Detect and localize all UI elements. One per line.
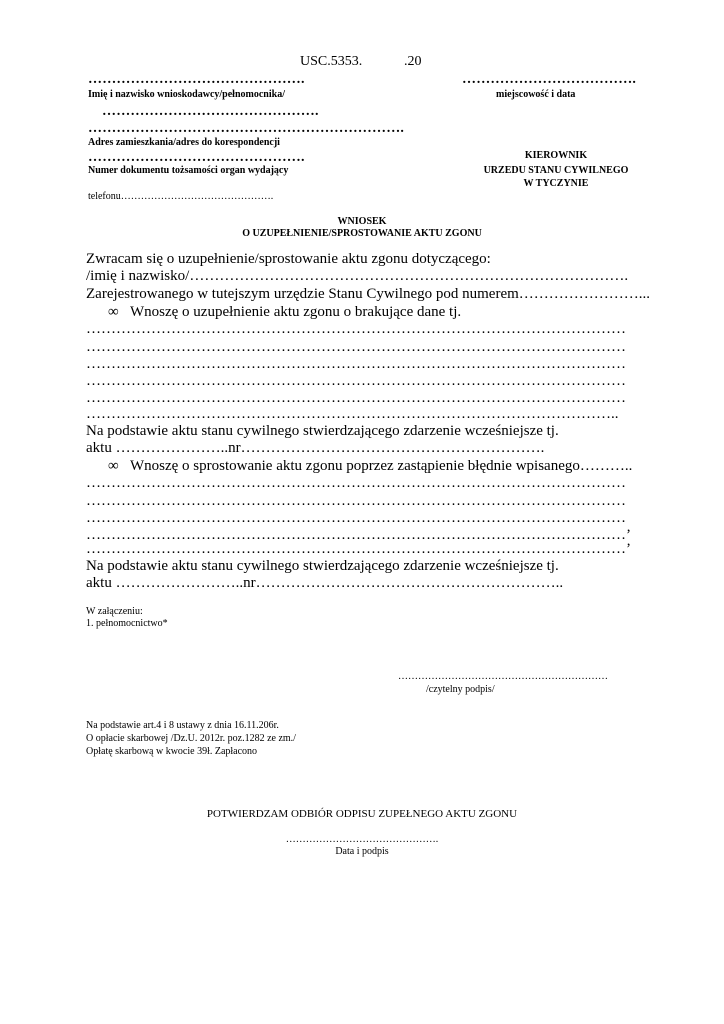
case-number: USC.5353.: [300, 54, 363, 69]
option-supplement-text: Wnoszę o uzupełnienie aktu zgonu o brakujące dane tj.: [130, 304, 462, 320]
place-date-dots: ……………………………….: [462, 72, 637, 87]
attachments-label: W załączeniu:: [86, 606, 143, 617]
act-number-line-2: aktu ……………………..nr……………………………………………………..: [86, 575, 564, 591]
title-line-2: O UZUPEŁNIENIE/SPROSTOWANIE AKTU ZGONU: [242, 228, 482, 239]
recipient-line-2: URZEDU STANU CYWILNEGO: [483, 165, 629, 176]
id-document-dots: ……………………………………….: [88, 150, 305, 165]
confirmation-label: Data i podpis: [335, 846, 389, 857]
basis-text-2: Na podstawie aktu stanu cywilnego stwierdzającego zdarzenie wcześniejsze tj.: [86, 558, 559, 574]
id-document-label: Numer dokumentu tożsamości organ wydający: [88, 165, 289, 176]
dotted-line-1: ………………………………………………………………………………………………: [86, 321, 626, 337]
applicant-name-dots-2: ……………………………………….: [102, 104, 319, 119]
dotted-line-6: ……………………………………………………………………………………………..: [86, 406, 619, 422]
option-correction-text: Wnoszę o sprostowanie aktu zgonu poprzez zastąpienie błędnie wpisanego………..: [130, 458, 633, 474]
confirmation-dots: ……………………………………….: [285, 834, 439, 845]
phone-line: telefonu……………………………………….: [88, 191, 274, 202]
confirmation-text: POTWIERDZAM ODBIÓR ODPISU ZUPEŁNEGO AKTU ZGONU: [206, 808, 518, 820]
case-year: .20: [404, 54, 422, 69]
address-label: Adres zamieszkania/adres do korespondencji: [88, 137, 280, 148]
dotted-line-4: ………………………………………………………………………………………………: [86, 373, 626, 389]
dotted-line-2: ………………………………………………………………………………………………: [86, 339, 626, 355]
place-date-label: miejscowość i data: [496, 89, 576, 100]
address-dots: ………………………………………………………….: [88, 121, 405, 136]
fee-line-3: Opłatę skarbową w kwocie 39ł. Zapłacono: [86, 746, 258, 757]
dotted-line-11: ………………………………………………………………………………………………’: [86, 541, 631, 557]
dotted-line-8: ………………………………………………………………………………………………: [86, 493, 626, 509]
dotted-line-7: ………………………………………………………………………………………………: [86, 475, 626, 491]
recipient-line-3: W TYCZYNIE: [523, 178, 589, 189]
intro-text: Zwracam się o uzupełnienie/sprostowanie aktu zgonu dotyczącego:: [86, 251, 491, 267]
infinity-bullet-icon: ∞: [108, 304, 119, 320]
fee-line-1: Na podstawie art.4 i 8 ustawy z dnia 16.11.206r.: [86, 720, 279, 731]
signature-dots: ………………………………………………………: [398, 671, 608, 682]
signature-label: /czytelny podpis/: [426, 684, 495, 695]
dotted-line-5: ………………………………………………………………………………………………: [86, 390, 626, 406]
title-line-1: WNIOSEK: [337, 216, 387, 227]
fee-line-2: O opłacie skarbowej /Dz.U. 2012r. poz.1282 ze zm./: [86, 733, 296, 744]
basis-text-1: Na podstawie aktu stanu cywilnego stwierdzającego zdarzenie wcześniejsze tj.: [86, 423, 559, 439]
applicant-name-label: Imię i nazwisko wnioskodawcy/pełnomocnika/: [88, 89, 285, 100]
attachment-item-1: 1. pełnomocnictwo*: [86, 618, 168, 629]
dotted-line-3: ………………………………………………………………………………………………: [86, 356, 626, 372]
dotted-line-10: ………………………………………………………………………………………………’: [86, 527, 631, 543]
deceased-name-line: /imię i nazwisko/…………………………………………………………………………….: [86, 268, 629, 284]
recipient-line-1: KIEROWNIK: [524, 150, 588, 161]
act-number-line-1: aktu …………………..nr…………………………………………………….: [86, 440, 545, 456]
applicant-name-dots: ……………………………………….: [88, 72, 305, 87]
infinity-bullet-icon: ∞: [108, 458, 119, 474]
dotted-line-9: ………………………………………………………………………………………………: [86, 510, 626, 526]
registration-number-line: Zarejestrowanego w tutejszym urzędzie Stanu Cywilnego pod numerem……………………...: [86, 286, 651, 302]
